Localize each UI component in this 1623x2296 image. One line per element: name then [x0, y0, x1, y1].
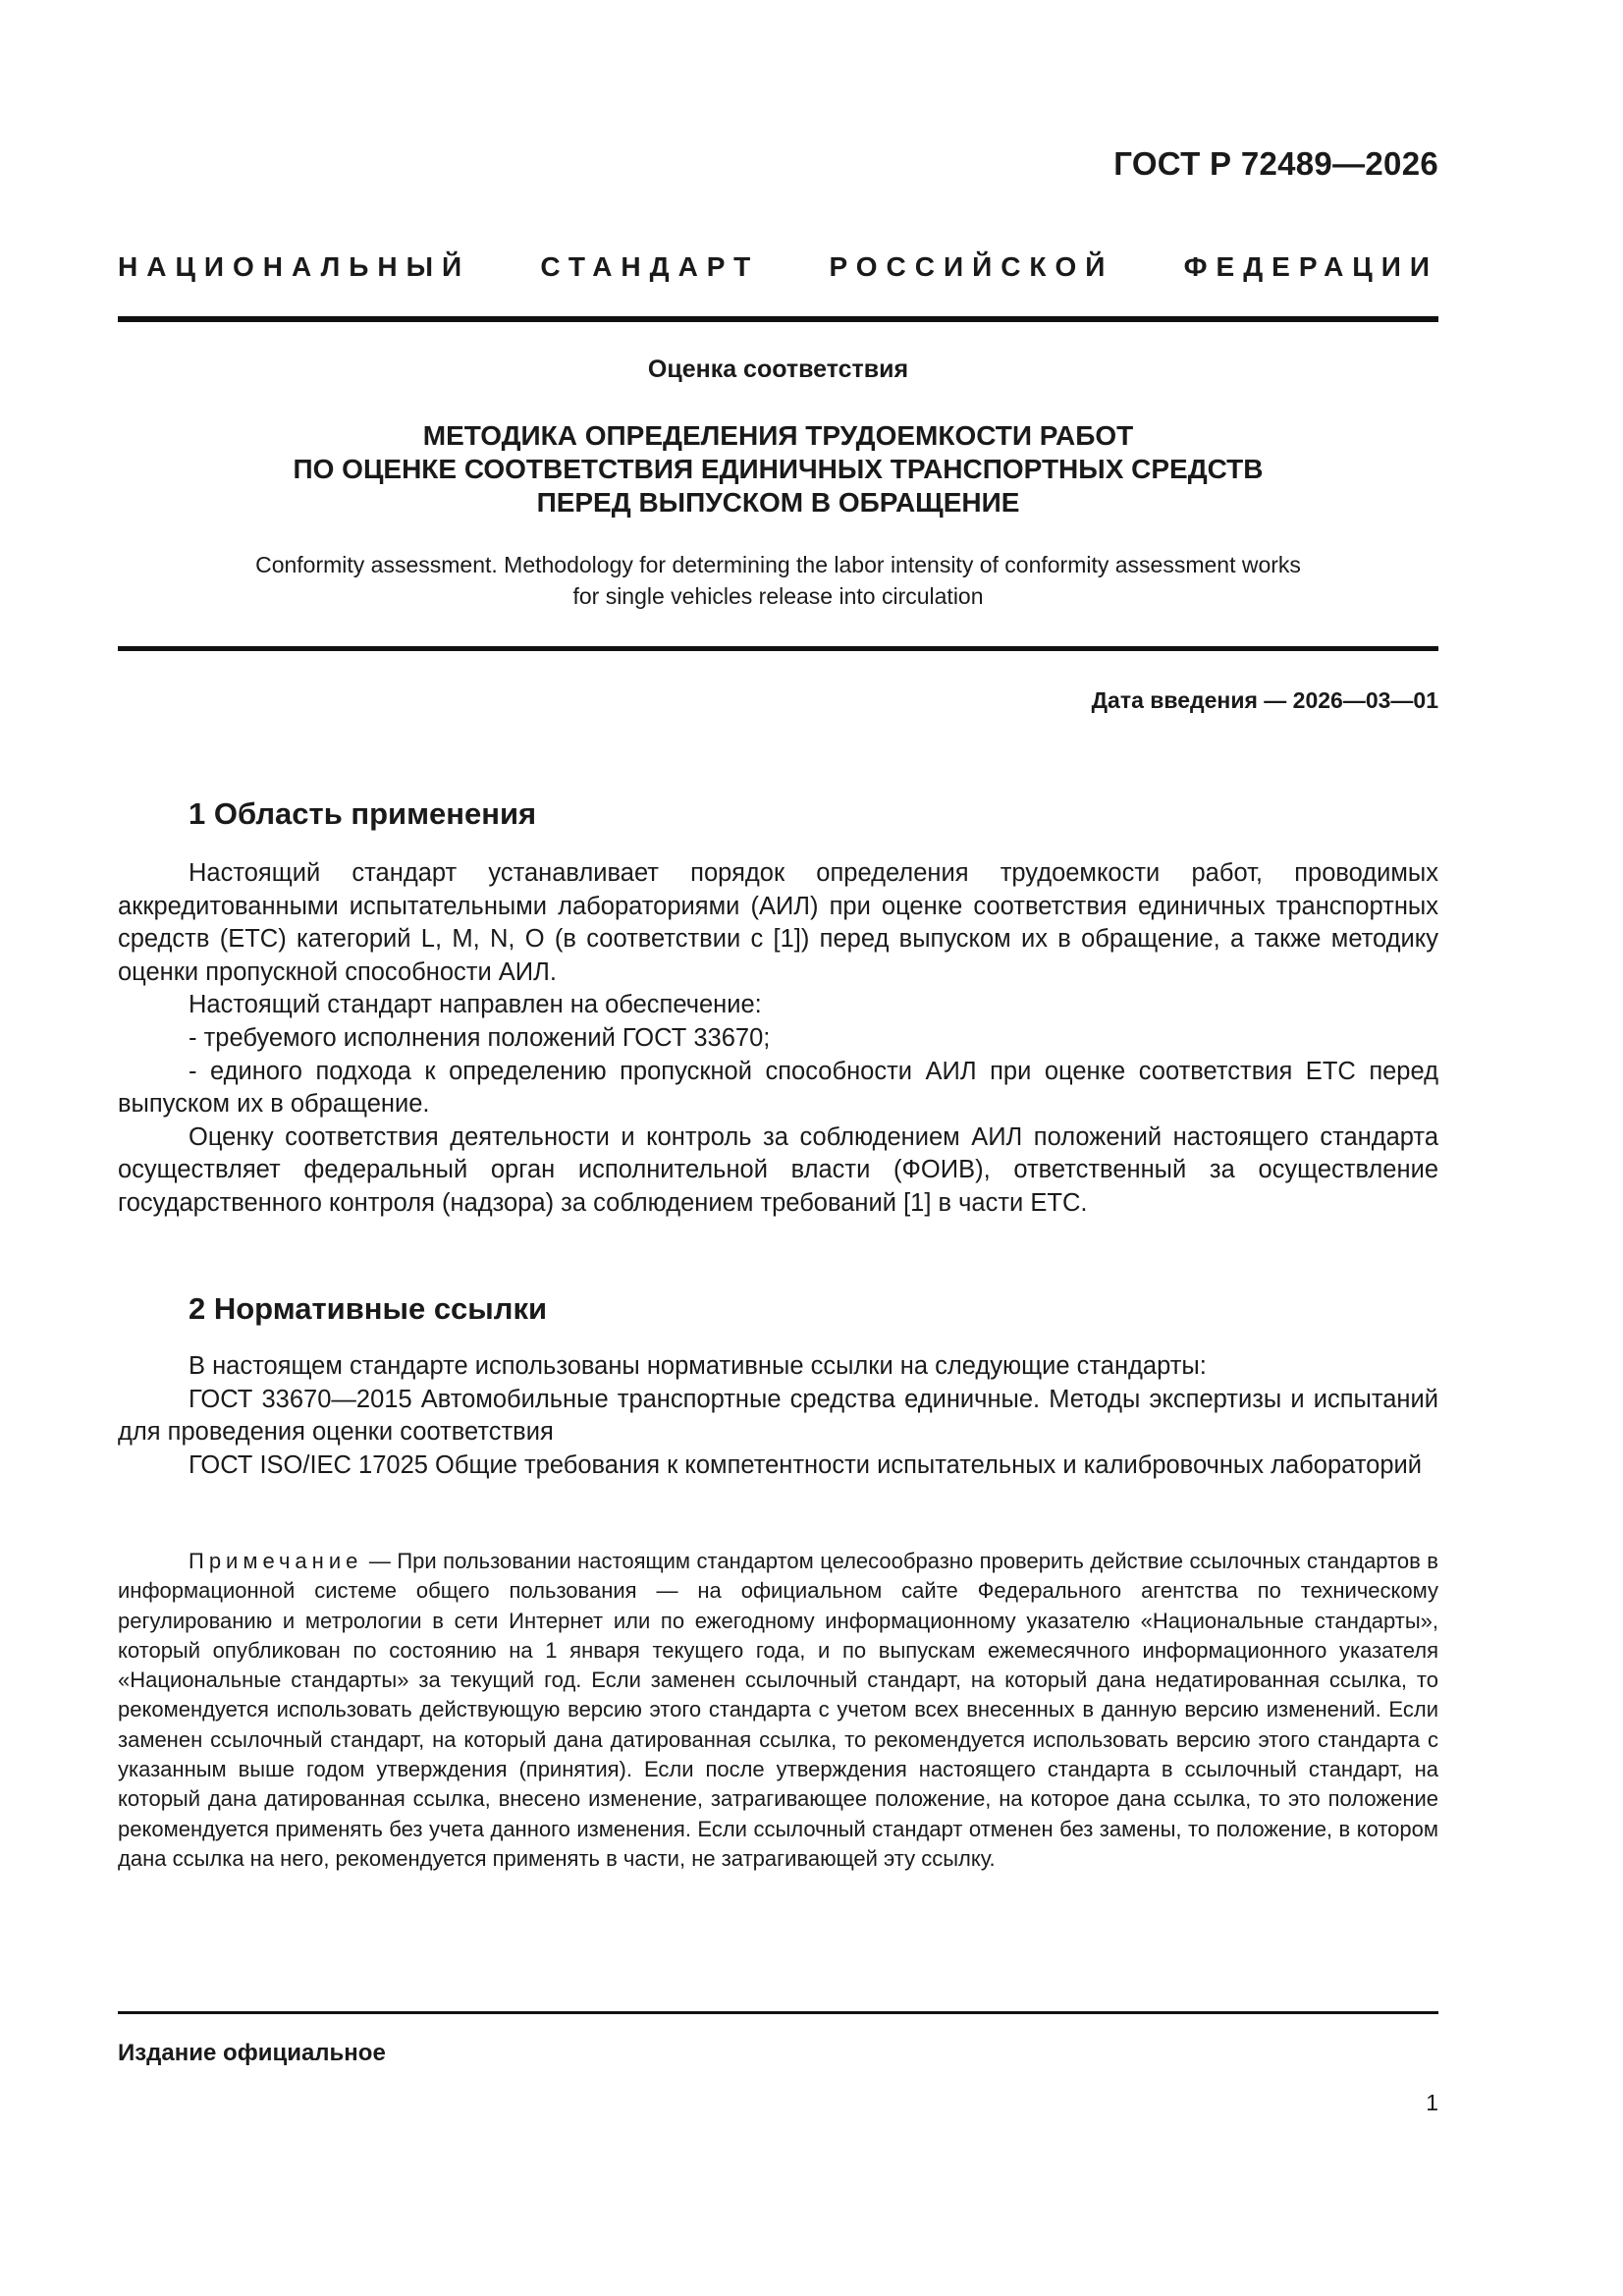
official-edition-label: Издание официальное [118, 2040, 386, 2066]
footer-divider [118, 2011, 1438, 2014]
section-1-body [118, 857, 1438, 1221]
paragraph: - единого подхода к определению пропускной способности АИЛ при оценке соответствия ЕТС перед выпуском их в обращение. [118, 1057, 1438, 1119]
section-2-heading: 2 Нормативные ссылки [189, 1291, 548, 1326]
national-standard-title: НАЦИОНАЛЬНЫЙ СТАНДАРТ РОССИЙСКОЙ ФЕДЕРАЦИИ [118, 251, 1438, 282]
title-en-line: for single vehicles release into circulation [572, 583, 984, 609]
paragraph: В настоящем стандарте использованы нормативные ссылки на следующие стандарты: [189, 1352, 1207, 1380]
reference-item: ГОСТ 33670—2015 Автомобильные транспортные средства единичные. Методы экспертизы и испытаний для проведения оценки соответствия [118, 1385, 1438, 1447]
paragraph: Настоящий стандарт устанавливает порядок определения трудоемкости работ, проводимых аккредитованными испытательными лабораториями (АИЛ) при оценке соответствия единичных транспортных средств (ЕТС) категорий L, M, N, O (в соответствии с [1]) перед выпуском их в обращение, а также методику оценки пропускной способности АИЛ. [118, 859, 1438, 986]
title-divider [118, 646, 1438, 651]
section-2-body [118, 1350, 1438, 1482]
title-ru-line: МЕТОДИКА ОПРЕДЕЛЕНИЯ ТРУДОЕМКОСТИ РАБОТ [422, 420, 1134, 451]
header-divider [118, 316, 1438, 322]
paragraph: Настоящий стандарт направлен на обеспечение: [189, 991, 762, 1019]
section-1-heading: 1 Область применения [189, 796, 537, 831]
standard-title-en [118, 549, 1438, 612]
title-ru-line: ПЕРЕД ВЫПУСКОМ В ОБРАЩЕНИЕ [536, 487, 1020, 518]
title-en-line: Conformity assessment. Methodology for determining the labor intensity of conformity assessment works [255, 552, 1301, 577]
paragraph: - требуемого исполнения положений ГОСТ 33670; [189, 1023, 771, 1052]
paragraph: Оценку соответствия деятельности и контроль за соблюдением АИЛ положений настоящего стандарта осуществляет федеральный орган исполнительной власти (ФОИВ), ответственный за осуществление государственного контроля (надзора) за соблюдением требований [1] в части ЕТС. [118, 1122, 1438, 1217]
note-text: — При пользовании настоящим стандартом целесообразно проверить действие ссылочных стандартов в информационной системе общего пользования — на официальном сайте Федерального агентства по техническому регулированию и метрологии в сети Интернет или по ежегодному информационному указателю «Национальные стандарты», который опубликован по состоянию на 1 января текущего года, и по выпускам ежемесячного информационного указателя «Национальные стандарты» за текущий год. Если заменен ссылочный стандарт, на который дана недатированная ссылка, то рекомендуется использовать действующую версию этого стандарта с учетом всех внесенных в данную версию изменений. Если заменен ссылочный стандарт, на который дана датированная ссылка, то рекомендуется использовать версию этого стандарта с указанным выше годом утверждения (принятия). Если после утверждения настоящего стандарта в ссылочный стандарт, на который дана датированная ссылка, внесено изменение, затрагивающее положение, на которое дана ссылка, то это положение рекомендуется применять без учета данного изменения. Если ссылочный стандарт отменен без замены, то положение, в котором дана ссылка на него, рекомендуется применять в части, не затрагивающей эту ссылку. [118, 1549, 1438, 1871]
gost-number: ГОСТ Р 72489—2026 [1113, 145, 1438, 182]
page-number: 1 [1426, 2090, 1438, 2115]
reference-note [118, 1547, 1438, 1874]
note-label: Примечание [189, 1549, 363, 1573]
standard-subject: Оценка соответствия [647, 355, 909, 383]
reference-item: ГОСТ ISO/IEC 17025 Общие требования к компетентности испытательных и калибровочных лабораторий [189, 1450, 1422, 1479]
standard-title-ru [118, 419, 1438, 519]
title-ru-line: ПО ОЦЕНКЕ СООТВЕТСТВИЯ ЕДИНИЧНЫХ ТРАНСПОРТНЫХ СРЕДСТВ [293, 454, 1264, 484]
document-page [118, 0, 1438, 2296]
introduction-date: Дата введения — 2026—03—01 [1091, 687, 1438, 713]
